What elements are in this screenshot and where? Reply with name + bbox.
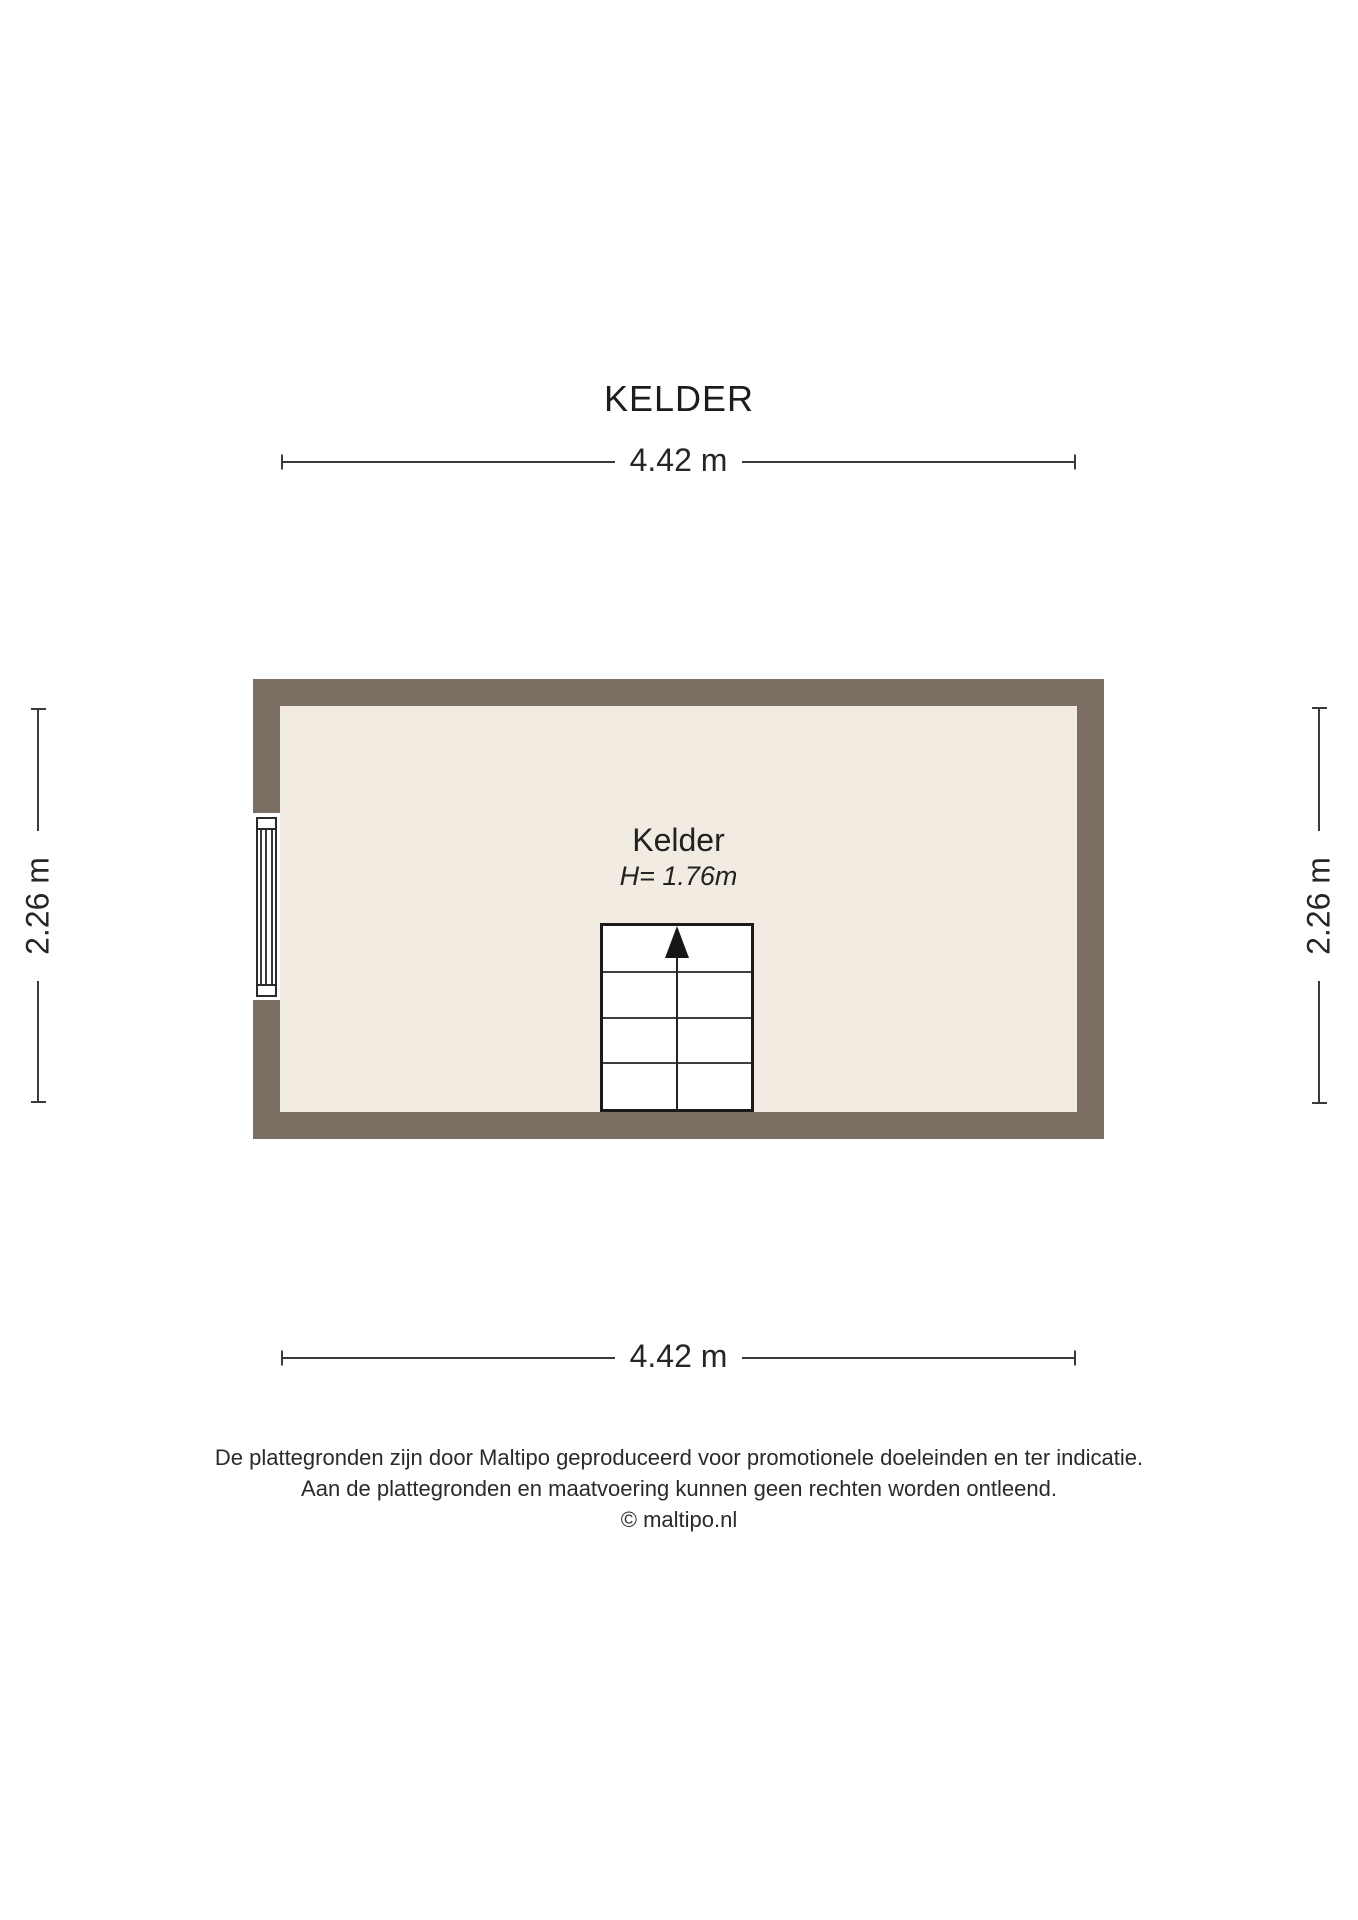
dimension-label-height-left: 2.26 m xyxy=(19,856,56,955)
dimension-label-height-right: 2.26 m xyxy=(1300,856,1337,955)
dimension-line xyxy=(742,461,1076,463)
dimension-line xyxy=(37,981,39,1102)
window-frame-cap xyxy=(258,984,275,995)
stair-center-line xyxy=(676,957,678,1109)
dimension-height-right xyxy=(1300,707,1337,1104)
stairs-up-arrow-icon xyxy=(665,926,689,958)
dimension-line xyxy=(37,710,39,831)
dimension-label-width-bottom: 4.42 m xyxy=(629,1338,728,1374)
dimension-width-bottom xyxy=(281,1338,1076,1374)
dimension-line xyxy=(742,1357,1076,1359)
disclaimer-copyright: © maltipo.nl xyxy=(620,1507,738,1532)
disclaimer-line-1: De plattegronden zijn door Maltipo geproduceerd voor promotionele doeleinden en ter indicatie. xyxy=(214,1445,1144,1470)
disclaimer xyxy=(0,1442,1358,1535)
dimension-height-left xyxy=(19,708,56,1103)
dimension-width-top xyxy=(281,442,1076,478)
staircase xyxy=(600,923,754,1112)
dimension-line xyxy=(281,1357,615,1359)
dimension-label-width-top: 4.42 m xyxy=(629,442,728,478)
dimension-tick xyxy=(1312,1102,1327,1104)
room-name-label: Kelder xyxy=(632,822,725,858)
page-title: KELDER xyxy=(603,378,755,419)
dimension-tick xyxy=(281,455,283,470)
dimension-tick xyxy=(281,1351,283,1366)
room-ceiling-height-label: H= 1.76m xyxy=(619,861,738,891)
dimension-line xyxy=(281,461,615,463)
dimension-tick xyxy=(1074,1351,1076,1366)
dimension-label-wrap xyxy=(19,831,56,981)
disclaimer-line-2: Aan de plattegronden en maatvoering kunnen geen rechten worden ontleend. xyxy=(301,1476,1057,1501)
dimension-tick xyxy=(1074,455,1076,470)
floorplan-walls xyxy=(253,679,1104,1139)
dimension-tick xyxy=(31,1101,46,1103)
dimension-line xyxy=(1318,709,1320,831)
dimension-label-wrap xyxy=(1300,831,1337,981)
dimension-line xyxy=(1318,981,1320,1103)
